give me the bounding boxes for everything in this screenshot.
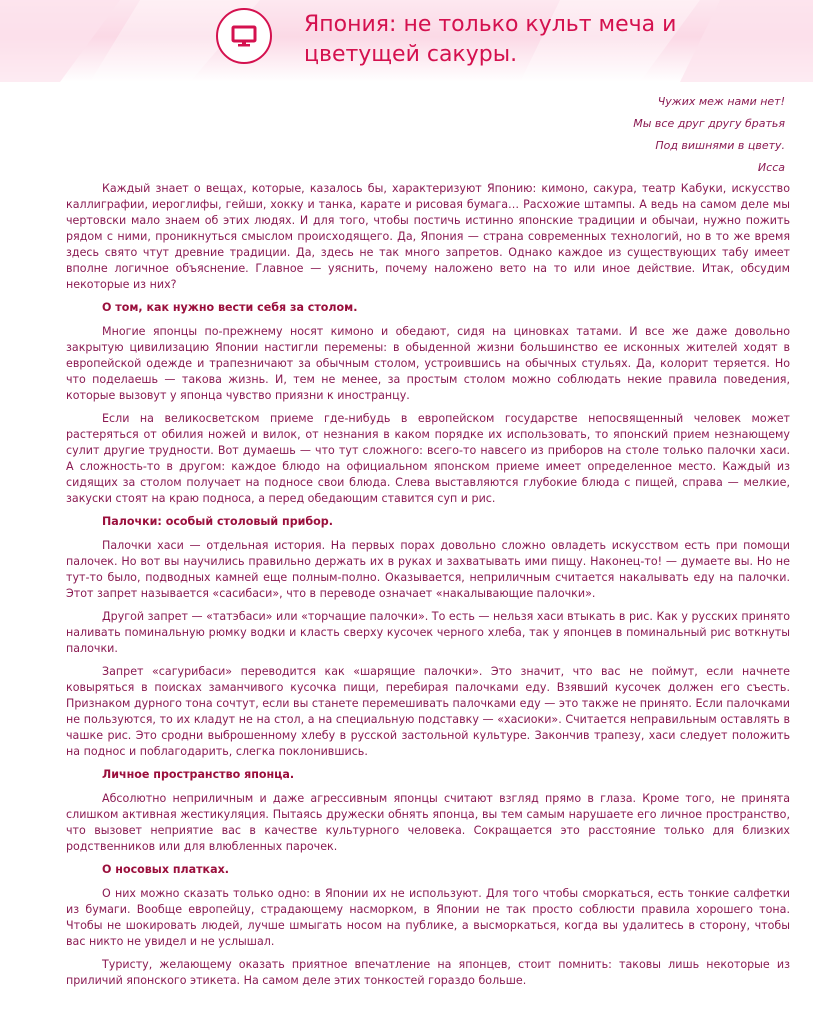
epigraph-line: Чужих меж нами нет! xyxy=(657,95,785,108)
paragraph: Запрет «сагурибаси» переводится как «шарящие палочки». Это значит, что вас не поймут, если начнете ковыряться в поисках заманчивого кусочка пищи, перебирая палочками еду. Взявший кусочек должен его съесть. Признаком дурного тона сочтут, если вы станете перемешивать палочками еду — это также не принято. Если палочками не пользуются, то их кладут не на стол, а на специальную подставку — «хасиоки». Считается неправильным оставлять в чашке рис. Это сродни выброшенному хлебу в русской застольной культуре. Закончив трапезу, хаси следует положить на поднос и поблагодарить, слегка поклонившись. xyxy=(66,665,790,758)
page-title xyxy=(304,10,744,70)
section-heading: О носовых платках. xyxy=(102,863,229,876)
paragraph: Многие японцы по-прежнему носят кимоно и обедают, сидя на циновках татами. И все же даже довольно закрытую цивилизацию Японии настигли перемены: в обыденной жизни большинство ее исконных жителей ходят в европейской одежде и трапезничают за обычным столом, устроившись на обычных стульях. Да, колорит теряется. Но что поделаешь — такова жизнь. И, тем не менее, за простым столом можно соблюдать некие правила поведения, которые вызовут у японца чувство приязни к иностранцу. xyxy=(66,325,790,402)
paragraph: Если на великосветском приеме где-нибудь в европейском государстве непосвященный человек может растеряться от обилия ножей и вилок, от незнания в каком порядке их использовать, то японский прием незнающему сулит другие трудности. Вот думаешь — что тут сложного: всего-то навсего из приборов на столе только палочки хаси. А сложность-то в другом: каждое блюдо на официальном японском приеме имеет определенное место. Каждый из сидящих за столом получает на подносе свои блюда. Слева выставляются глубокие блюда с пищей, справа — мелкие, закуски стоят на краю подноса, а перед обедающим ставится суп и рис. xyxy=(66,412,790,505)
paragraph: Другой запрет — «татэбаси» или «торчащие палочки». То есть — нельзя хаси втыкать в рис. Как у русских принято наливать поминальную рюмку водки и класть сверху кусочек черного хлеба, так у японцев в поминальный рис воткнуты палочки. xyxy=(66,610,790,655)
paragraph: Туристу, желающему оказать приятное впечатление на японцев, стоит помнить: таковы лишь некоторые из приличий японского этикета. На самом деле этих тонкостей гораздо больше. xyxy=(66,958,790,987)
logo xyxy=(216,8,272,64)
article-body xyxy=(66,181,790,996)
monitor-icon xyxy=(230,22,258,50)
paragraph: О них можно сказать только одно: в Японии их не используют. Для того чтобы сморкаться, есть тонкие салфетки из бумаги. Вообще европейцу, страдающему насморком, в Японии не так просто соблюсти правила хорошего тона. Чтобы не шокировать людей, лучше шмыгать носом на публике, а высморкаться, когда вы удалитесь в сторону, чтобы вас никто не увидел и не услышал. xyxy=(66,887,790,948)
paragraph: Палочки хаси — отдельная история. На первых порах довольно сложно овладеть искусством есть при помощи палочек. Но вот вы научились правильно держать их в руках и захватывать ими пищу. Наконец-то! — думаете вы. Но не тут-то было, подводных камней еще полным-полно. Оказывается, неприличным считается накалывать еду на палочки. Этот запрет называется «сасибаси», что в переводе означает «накалывающие палочки». xyxy=(66,539,790,600)
epigraph-line: Мы все друг другу братья xyxy=(633,117,785,130)
title-line-1: Япония: не только культ меча и xyxy=(304,12,677,37)
epigraph-line: Под вишнями в цвету. xyxy=(655,139,785,152)
section-heading: Личное пространство японца. xyxy=(102,768,295,781)
intro-paragraph: Каждый знает о вещах, которые, казалось бы, характеризуют Японию: кимоно, сакура, театр Кабуки, искусство каллиграфии, иероглифы, гейши, хокку и танка, карате и рисовая бумага… Расхожие штампы. А ведь на самом деле мы чертовски мало знаем об этих людях. И для того, чтобы постичь истинно японские традиции и обычаи, нужно пожить рядом с ними, проникнуться смыслом происходящего. Да, Япония — страна современных технологий, но в то же время здесь свято чтут древние традиции. Да, здесь не так много запретов. Однако каждое из существующих табу имеет вполне логичное объяснение. Главное — уяснить, почему наложено вето на то или иное действие. Итак, обсудим некоторые из них? xyxy=(66,182,790,291)
epigraph xyxy=(633,91,785,179)
page-header xyxy=(0,0,813,82)
epigraph-author: Исса xyxy=(757,161,785,174)
paragraph: Абсолютно неприличным и даже агрессивным японцы считают взгляд прямо в глаза. Кроме того, не принята слишком активная жестикуляция. Пытаясь дружески обнять японца, вы тем самым нарушаете его личное пространство, что вызовет неприятие вас в качестве культурного человека. Сокращается это расстояние только для близких родственников или для влюбленных парочек. xyxy=(66,792,790,853)
section-heading: Палочки: особый столовый прибор. xyxy=(102,515,333,528)
title-line-2: цветущей сакуры. xyxy=(304,42,518,67)
section-heading: О том, как нужно вести себя за столом. xyxy=(102,301,358,314)
